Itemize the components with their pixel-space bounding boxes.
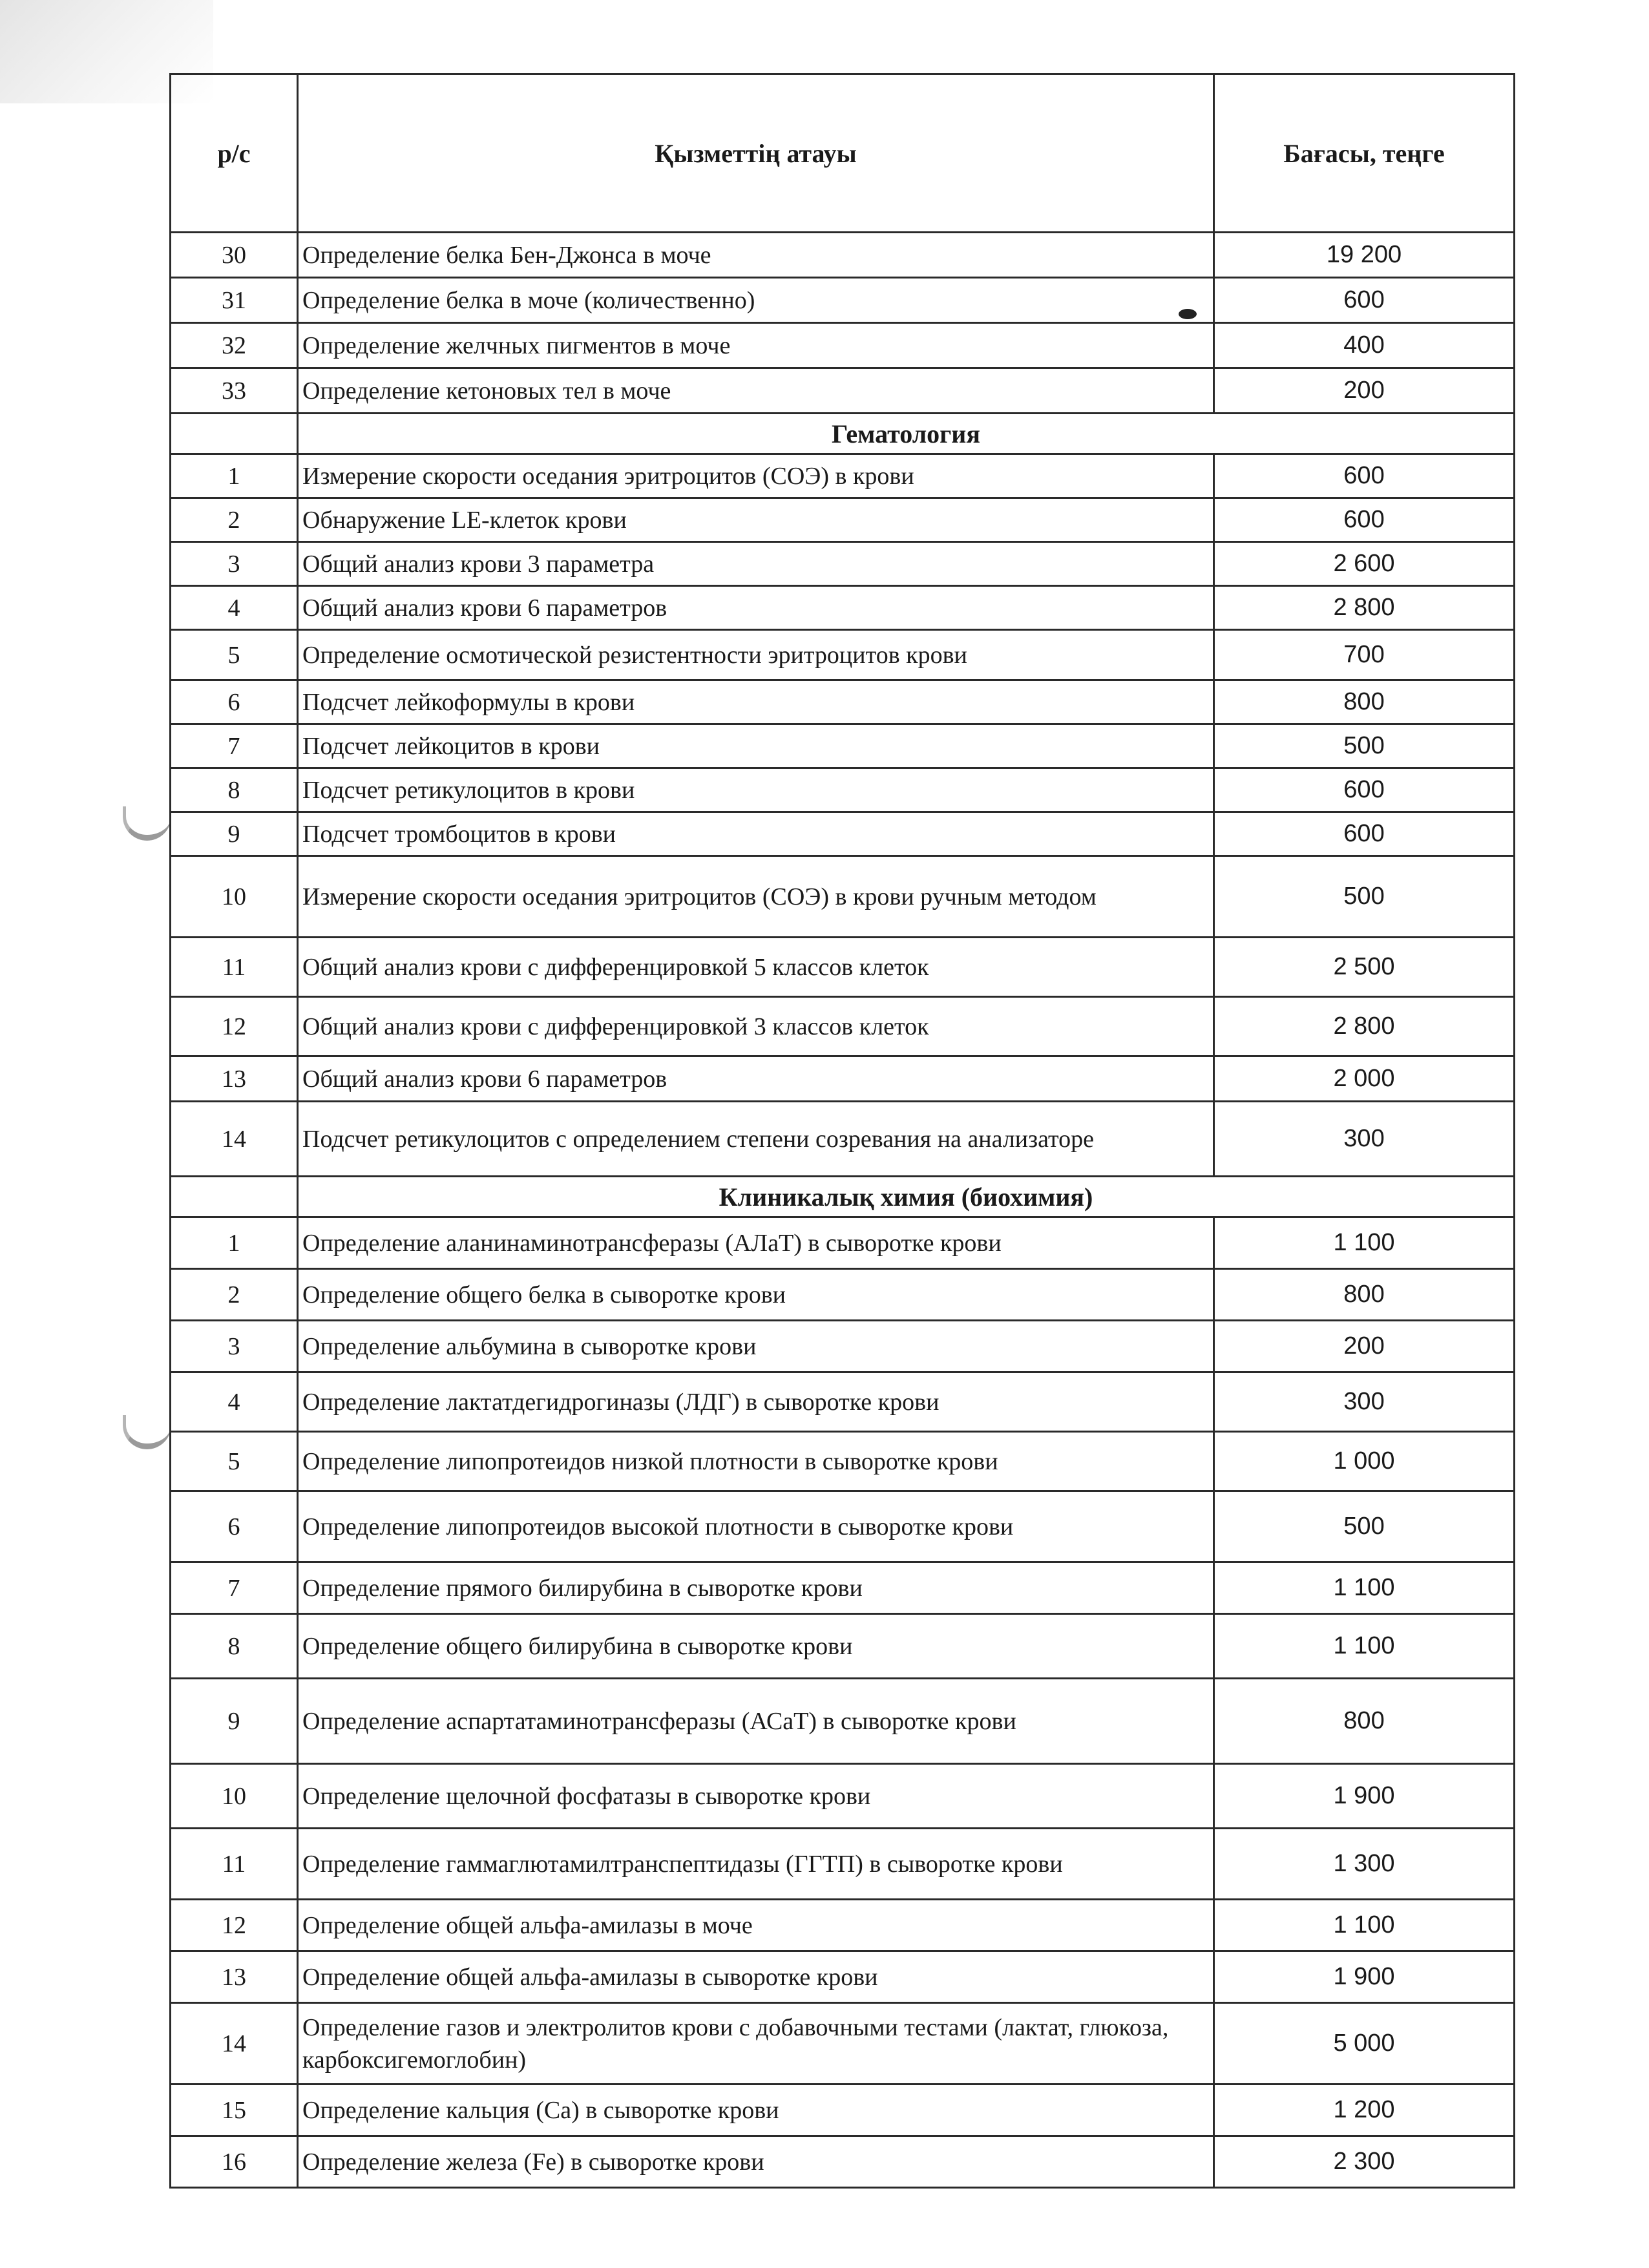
- row-number: 7: [171, 724, 298, 768]
- row-number: 11: [171, 1829, 298, 1900]
- table-row: [171, 368, 1515, 414]
- row-number: 2: [171, 1269, 298, 1321]
- service-name: Определение прямого билирубина в сыворотке крови: [298, 1562, 1214, 1614]
- service-price: 1 300: [1214, 1829, 1515, 1900]
- service-name: Измерение скорости оседания эритроцитов (СОЭ) в крови ручным методом: [298, 856, 1214, 938]
- row-number: 9: [171, 1679, 298, 1764]
- service-price: 600: [1214, 812, 1515, 856]
- table-row: [171, 812, 1515, 856]
- service-name: Общий анализ крови с дифференцировкой 3 классов клеток: [298, 997, 1214, 1056]
- service-price: 500: [1214, 1491, 1515, 1562]
- service-price: 5 000: [1214, 2003, 1515, 2084]
- section-title: Клиникалық химия (биохимия): [298, 1177, 1515, 1217]
- service-price: 2 000: [1214, 1056, 1515, 1102]
- service-name: Определение кальция (Са) в сыворотке крови: [298, 2084, 1214, 2136]
- punch-hole-mark: [123, 806, 171, 841]
- service-price: 1 100: [1214, 1900, 1515, 1951]
- service-name: Определение альбумина в сыворотке крови: [298, 1321, 1214, 1372]
- service-price: 300: [1214, 1102, 1515, 1177]
- service-price: 800: [1214, 1679, 1515, 1764]
- service-price: 500: [1214, 856, 1515, 938]
- service-price: 1 100: [1214, 1217, 1515, 1269]
- service-price: 200: [1214, 368, 1515, 414]
- row-number: 1: [171, 454, 298, 498]
- row-number: 8: [171, 768, 298, 812]
- service-name: Определение щелочной фосфатазы в сыворотке крови: [298, 1764, 1214, 1829]
- service-name: Общий анализ крови с дифференцировкой 5 классов клеток: [298, 938, 1214, 997]
- section-header-row: [171, 414, 1515, 454]
- service-name: Общий анализ крови 3 параметра: [298, 542, 1214, 586]
- row-number: 15: [171, 2084, 298, 2136]
- service-name: Определение общего билирубина в сыворотке крови: [298, 1614, 1214, 1679]
- row-number: 3: [171, 542, 298, 586]
- table-row: [171, 278, 1515, 323]
- table-row: [171, 2136, 1515, 2188]
- service-name: Определение желчных пигментов в моче: [298, 323, 1214, 368]
- row-number: 30: [171, 233, 298, 278]
- row-number: 10: [171, 1764, 298, 1829]
- service-price: 2 500: [1214, 938, 1515, 997]
- service-price: 200: [1214, 1321, 1515, 1372]
- row-number: 4: [171, 1372, 298, 1432]
- row-number: 5: [171, 630, 298, 680]
- table-row: [171, 724, 1515, 768]
- row-number: 13: [171, 1951, 298, 2003]
- table-row: [171, 997, 1515, 1056]
- table-row: [171, 1432, 1515, 1491]
- service-price: 400: [1214, 323, 1515, 368]
- table-row: [171, 630, 1515, 680]
- row-number: 7: [171, 1562, 298, 1614]
- row-number: 1: [171, 1217, 298, 1269]
- row-number: 32: [171, 323, 298, 368]
- row-number: 3: [171, 1321, 298, 1372]
- row-number: 6: [171, 680, 298, 724]
- row-number: 11: [171, 938, 298, 997]
- service-name: Подсчет ретикулоцитов с определением степени созревания на анализаторе: [298, 1102, 1214, 1177]
- service-price: 1 200: [1214, 2084, 1515, 2136]
- row-number: 14: [171, 1102, 298, 1177]
- service-name: Определение газов и электролитов крови с добавочными тестами (лактат, глюкоза, карбоксигемоглобин): [298, 2003, 1214, 2084]
- service-name: Определение гаммаглютамилтранспептидазы (ГГТП) в сыворотке крови: [298, 1829, 1214, 1900]
- table-row: [171, 1900, 1515, 1951]
- table-row: [171, 1562, 1515, 1614]
- service-name: Подсчет ретикулоцитов в крови: [298, 768, 1214, 812]
- service-name: Измерение скорости оседания эритроцитов (СОЭ) в крови: [298, 454, 1214, 498]
- section-title: Гематология: [298, 414, 1515, 454]
- service-name: Определение лактатдегидрогиназы (ЛДГ) в сыворотке крови: [298, 1372, 1214, 1432]
- table-row: [171, 1491, 1515, 1562]
- table-row: [171, 1372, 1515, 1432]
- table-row: [171, 233, 1515, 278]
- table-row: [171, 1829, 1515, 1900]
- row-number: 5: [171, 1432, 298, 1491]
- service-price: 2 800: [1214, 997, 1515, 1056]
- row-number: 10: [171, 856, 298, 938]
- service-price: 19 200: [1214, 233, 1515, 278]
- service-price: 1 100: [1214, 1614, 1515, 1679]
- table-row: [171, 1321, 1515, 1372]
- service-name: Общий анализ крови 6 параметров: [298, 1056, 1214, 1102]
- table-row: [171, 586, 1515, 630]
- row-number: 8: [171, 1614, 298, 1679]
- column-header-service-name: Қызметтің атауы: [298, 74, 1214, 233]
- table-row: [171, 454, 1515, 498]
- service-name: Определение аланинаминотрансферазы (АЛаТ) в сыворотке крови: [298, 1217, 1214, 1269]
- service-name: Определение белка в моче (количественно): [298, 278, 1214, 323]
- table-row: [171, 2003, 1515, 2084]
- table-row: [171, 1951, 1515, 2003]
- service-name: Определение общей альфа-амилазы в сыворотке крови: [298, 1951, 1214, 2003]
- table-row: [171, 1269, 1515, 1321]
- service-price: 800: [1214, 680, 1515, 724]
- table-header-row: [171, 74, 1515, 233]
- service-price: 600: [1214, 278, 1515, 323]
- table-row: [171, 1056, 1515, 1102]
- service-price: 600: [1214, 498, 1515, 542]
- table-row: [171, 1102, 1515, 1177]
- table-row: [171, 680, 1515, 724]
- service-price: 1 000: [1214, 1432, 1515, 1491]
- table-row: [171, 768, 1515, 812]
- table-body: [171, 233, 1515, 2188]
- service-name: Определение осмотической резистентности эритроцитов крови: [298, 630, 1214, 680]
- service-name: Общий анализ крови 6 параметров: [298, 586, 1214, 630]
- table-row: [171, 938, 1515, 997]
- service-name: Определение белка Бен-Джонса в моче: [298, 233, 1214, 278]
- column-header-number: р/с: [171, 74, 298, 233]
- table-row: [171, 1217, 1515, 1269]
- table-row: [171, 542, 1515, 586]
- service-price: 600: [1214, 454, 1515, 498]
- row-number: 16: [171, 2136, 298, 2188]
- service-price: 2 600: [1214, 542, 1515, 586]
- table-row: [171, 323, 1515, 368]
- punch-hole-mark: [123, 1415, 171, 1449]
- service-name: Определение железа (Fe) в сыворотке крови: [298, 2136, 1214, 2188]
- service-name: Подсчет лейкоцитов в крови: [298, 724, 1214, 768]
- service-price: 1 900: [1214, 1951, 1515, 2003]
- service-name: Определение общего белка в сыворотке крови: [298, 1269, 1214, 1321]
- service-price: 700: [1214, 630, 1515, 680]
- row-number: 2: [171, 498, 298, 542]
- service-price: 1 900: [1214, 1764, 1515, 1829]
- service-price: 500: [1214, 724, 1515, 768]
- table-row: [171, 1764, 1515, 1829]
- table-row: [171, 498, 1515, 542]
- service-price: 600: [1214, 768, 1515, 812]
- row-number: 12: [171, 1900, 298, 1951]
- service-name: Определение липопротеидов низкой плотности в сыворотке крови: [298, 1432, 1214, 1491]
- column-header-price: Бағасы, теңге: [1214, 74, 1515, 233]
- section-number-cell: [171, 414, 298, 454]
- row-number: 12: [171, 997, 298, 1056]
- service-name: Определение кетоновых тел в моче: [298, 368, 1214, 414]
- row-number: 33: [171, 368, 298, 414]
- row-number: 14: [171, 2003, 298, 2084]
- service-price: 2 800: [1214, 586, 1515, 630]
- section-number-cell: [171, 1177, 298, 1217]
- row-number: 4: [171, 586, 298, 630]
- table-row: [171, 1614, 1515, 1679]
- row-number: 9: [171, 812, 298, 856]
- service-name: Определение аспартатаминотрансферазы (АСаТ) в сыворотке крови: [298, 1679, 1214, 1764]
- row-number: 31: [171, 278, 298, 323]
- service-price: 1 100: [1214, 1562, 1515, 1614]
- table-row: [171, 856, 1515, 938]
- service-name: Подсчет лейкоформулы в крови: [298, 680, 1214, 724]
- table-row: [171, 1679, 1515, 1764]
- section-header-row: [171, 1177, 1515, 1217]
- service-price: 2 300: [1214, 2136, 1515, 2188]
- table-row: [171, 2084, 1515, 2136]
- service-name: Определение липопротеидов высокой плотности в сыворотке крови: [298, 1491, 1214, 1562]
- service-name: Подсчет тромбоцитов в крови: [298, 812, 1214, 856]
- service-name: Обнаружение LE-клеток крови: [298, 498, 1214, 542]
- row-number: 6: [171, 1491, 298, 1562]
- price-list-table: [169, 73, 1515, 2189]
- service-price: 300: [1214, 1372, 1515, 1432]
- service-price: 800: [1214, 1269, 1515, 1321]
- row-number: 13: [171, 1056, 298, 1102]
- service-name: Определение общей альфа-амилазы в моче: [298, 1900, 1214, 1951]
